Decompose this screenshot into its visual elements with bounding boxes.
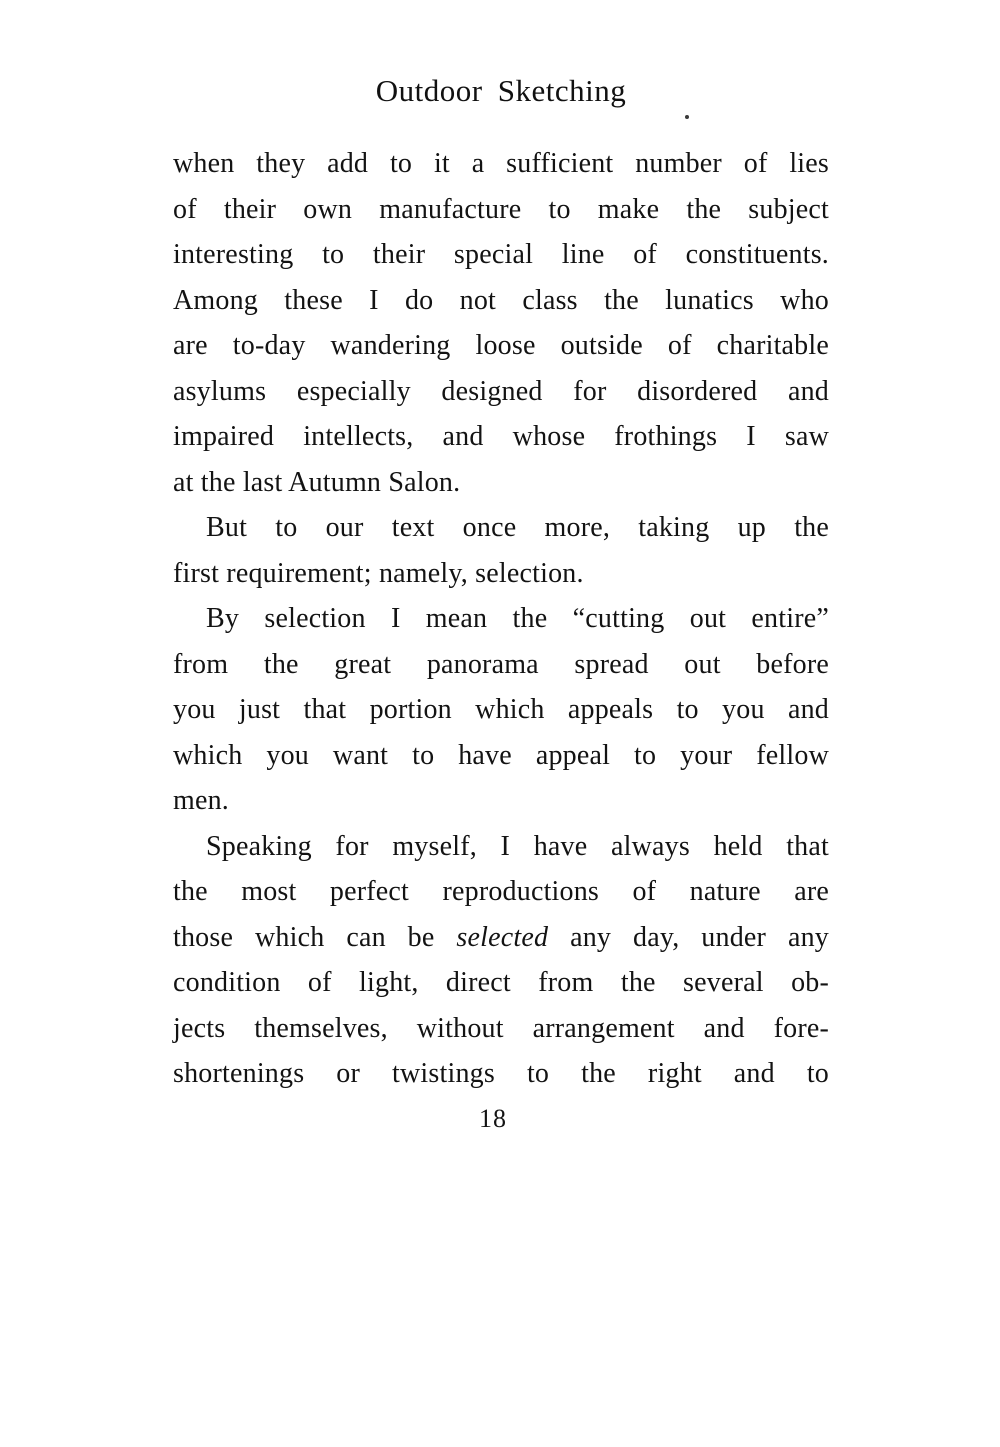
italic-text: selected: [456, 921, 549, 953]
page-number: 18: [479, 1104, 507, 1133]
text-line: condition of light, direct from the several ob-: [173, 967, 829, 998]
text-line: are to-day wandering loose outside of charitable: [173, 330, 829, 361]
page-title: Outdoor Sketching: [375, 73, 627, 108]
plain-text: any day, under any: [548, 921, 829, 953]
text-line: Among these I do not class the lunatics who: [173, 284, 829, 316]
text-line: you just that portion which appeals to you and: [173, 694, 829, 725]
text-line: of their own manufacture to make the subject: [173, 193, 829, 225]
text-line: from the great panorama spread out before: [173, 648, 829, 680]
text-block: [173, 141, 829, 1097]
plain-text: those which can be: [173, 921, 457, 953]
text-line: But to our text once more, taking up the: [206, 512, 829, 543]
text-line: asylums especially designed for disordered and: [173, 375, 829, 407]
text-line: which you want to have appeal to your fellow: [173, 739, 829, 771]
text-line: first requirement; namely, selection.: [173, 557, 584, 589]
text-line: when they add to it a sufficient number of lies: [173, 148, 829, 179]
text-line: Speaking for myself, I have always held that: [206, 830, 829, 862]
text-line: jects themselves, without arrangement and fore-: [173, 1012, 829, 1044]
text-line: [173, 915, 829, 961]
text-line: at the last Autumn Salon.: [173, 466, 461, 498]
text-line: the most perfect reproductions of nature are: [173, 876, 829, 907]
text-line: By selection I mean the “cutting out entire”: [206, 603, 829, 634]
text-line: impaired intellects, and whose frothings I saw: [173, 421, 829, 452]
scan-speck: [685, 115, 689, 119]
text-line: men.: [173, 785, 230, 816]
text-line: interesting to their special line of constituents.: [173, 239, 829, 270]
text-line: shortenings or twistings to the right and to: [173, 1058, 829, 1089]
